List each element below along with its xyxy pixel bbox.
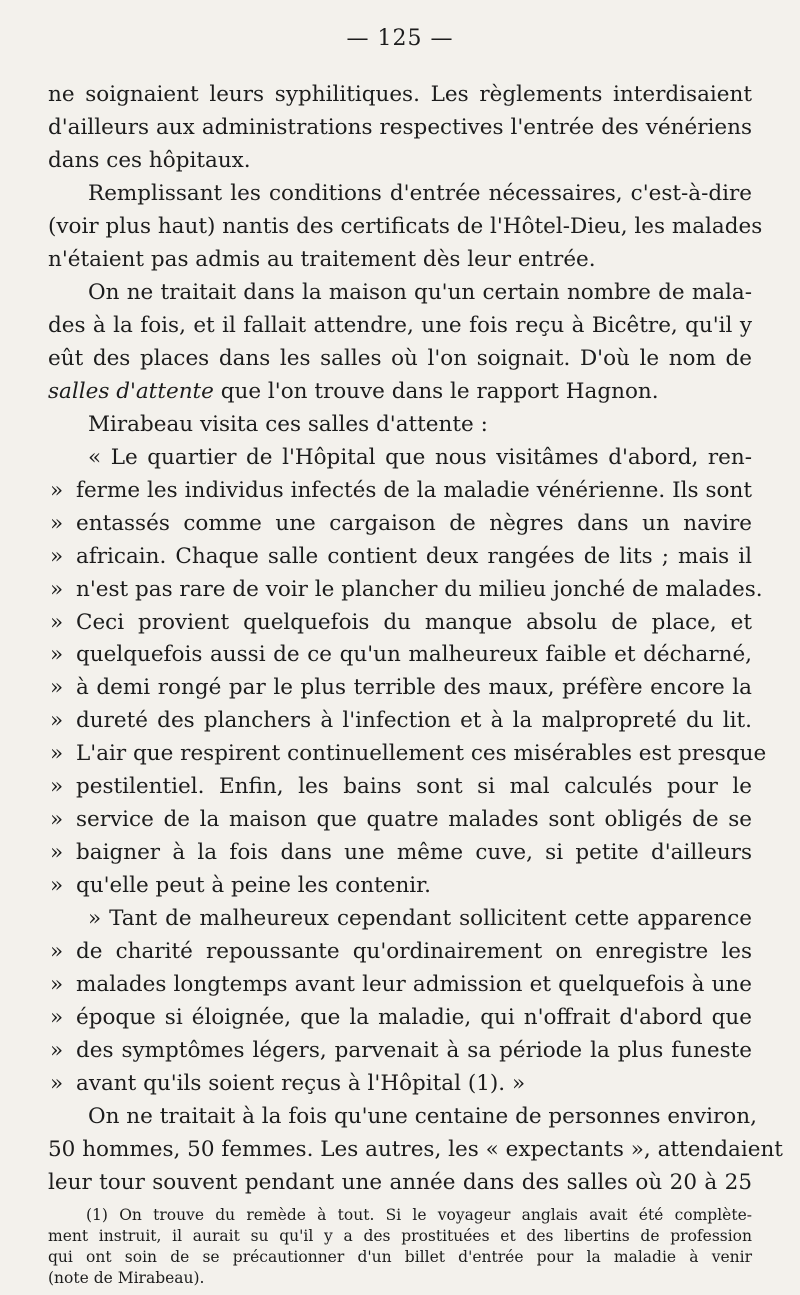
quote-line — [50, 671, 752, 705]
quote-line — [50, 573, 763, 607]
quote-line — [50, 737, 767, 771]
quote-text: africain. Chaque salle contient deux rangées de lits ; mais il — [76, 544, 752, 569]
quote-text: L'air que respirent continuellement ces misérables est presque — [76, 741, 767, 766]
quote-line — [50, 770, 752, 804]
quote-text: Tant de malheureux cependant sollicitent cette apparence — [109, 906, 752, 931]
quote-line — [88, 902, 752, 936]
page-number: — 125 — — [346, 26, 454, 51]
quote-text: pestilentiel. Enfin, les bains sont si mal calculés pour le — [76, 774, 752, 799]
guillemet: » — [50, 873, 64, 898]
guillemet: » — [50, 708, 64, 733]
quote-text: époque si éloignée, que la maladie, qui n'offrait d'abord que — [76, 1005, 752, 1030]
body-line: des à la fois, et il fallait attendre, une fois reçu à Bicêtre, qu'il y — [48, 313, 752, 338]
body-line — [48, 375, 752, 409]
body-line: 50 hommes, 50 femmes. Les autres, les « expectants », attendaient — [48, 1137, 783, 1162]
quote-text: Ceci provient quelquefois du manque absolu de place, et — [76, 610, 752, 635]
quote-text: ferme les individus infectés de la maladie vénérienne. Ils sont — [76, 478, 752, 503]
italic-term: salles d'attente — [48, 379, 214, 404]
quote-line — [50, 638, 752, 672]
guillemet: » — [88, 906, 102, 931]
body-line: d'ailleurs aux administrations respectives l'entrée des vénériens — [48, 115, 752, 140]
quote-text: n'est pas rare de voir le plancher du milieu jonché de malades. — [76, 577, 763, 602]
quote-text: service de la maison que quatre malades sont obligés de se — [76, 807, 752, 832]
quote-line — [50, 869, 752, 903]
quote-open-mark: « — [88, 445, 102, 470]
quote-line — [50, 935, 752, 969]
body-line: eût des places dans les salles où l'on soignait. D'où le nom de — [48, 346, 752, 371]
guillemet: » — [50, 610, 64, 635]
body-line: On ne traitait dans la maison qu'un certain nombre de mala- — [88, 280, 752, 305]
quote-text: avant qu'ils soient reçus à l'Hôpital (1). » — [76, 1071, 526, 1096]
guillemet: » — [50, 939, 64, 964]
quote-line — [50, 1067, 752, 1101]
guillemet: » — [50, 807, 64, 832]
quote-text: de charité repoussante qu'ordinairement on enregistre les — [76, 939, 752, 964]
quote-text: malades longtemps avant leur admission et quelquefois à une — [76, 972, 752, 997]
guillemet: » — [50, 511, 64, 536]
quote-text: entassés comme une cargaison de nègres dans un navire — [76, 511, 752, 536]
body-line: ne soignaient leurs syphilitiques. Les règlements interdisaient — [48, 82, 752, 107]
quote-text: dureté des planchers à l'infection et à la malpropreté du lit. — [76, 708, 752, 733]
footnote-line: ment instruit, il aurait su qu'il y a des prostituées et des libertins de profession — [48, 1227, 752, 1245]
footnote-line: (note de Mirabeau). — [48, 1269, 205, 1287]
guillemet: » — [50, 741, 64, 766]
body-line: n'étaient pas admis au traitement dès leur entrée. — [48, 247, 596, 272]
guillemet: » — [50, 1038, 64, 1063]
quote-line — [50, 540, 752, 574]
quote-line — [50, 803, 752, 837]
quote-text: des symptômes légers, parvenait à sa période la plus funeste — [76, 1038, 752, 1063]
quote-text: quelquefois aussi de ce qu'un malheureux faible et décharné, — [76, 642, 752, 667]
footnote-line: (1) On trouve du remède à tout. Si le voyageur anglais avait été complète- — [86, 1206, 752, 1224]
guillemet: » — [50, 675, 64, 700]
guillemet: » — [50, 544, 64, 569]
quote-line — [50, 968, 752, 1002]
guillemet: » — [50, 1005, 64, 1030]
quote-line — [50, 474, 752, 508]
body-line: leur tour souvent pendant une année dans des salles où 20 à 25 — [48, 1170, 752, 1195]
quote-line — [50, 1034, 752, 1068]
quote-text: qu'elle peut à peine les contenir. — [76, 873, 431, 898]
body-line: Remplissant les conditions d'entrée nécessaires, c'est-à-dire — [88, 181, 752, 206]
body-line: (voir plus haut) nantis des certificats de l'Hôtel-Dieu, les malades — [48, 214, 763, 239]
quote-text: baigner à la fois dans une même cuve, si petite d'ailleurs — [76, 840, 752, 865]
body-line: Mirabeau visita ces salles d'attente : — [88, 412, 488, 437]
guillemet: » — [50, 478, 64, 503]
guillemet: » — [50, 642, 64, 667]
quote-text: à demi rongé par le plus terrible des maux, préfère encore la — [76, 675, 752, 700]
guillemet: » — [50, 972, 64, 997]
footnote-line: qui ont soin de se précautionner d'un billet d'entrée pour la maladie à venir — [48, 1248, 752, 1266]
guillemet: » — [50, 774, 64, 799]
quote-line — [50, 1001, 752, 1035]
body-line: dans ces hôpitaux. — [48, 148, 251, 173]
guillemet: » — [50, 840, 64, 865]
guillemet: » — [50, 577, 64, 602]
quote-line — [50, 507, 752, 541]
quote-line — [50, 704, 752, 738]
guillemet: » — [50, 1071, 64, 1096]
body-line-rest: que l'on trouve dans le rapport Hagnon. — [213, 379, 659, 404]
quote-text: Le quartier de l'Hôpital que nous visitâmes d'abord, ren- — [110, 445, 752, 470]
quote-line — [50, 836, 752, 870]
body-line: On ne traitait à la fois qu'une centaine de personnes environ, — [88, 1104, 757, 1129]
quote-line — [50, 606, 752, 640]
quote-line — [88, 441, 752, 475]
